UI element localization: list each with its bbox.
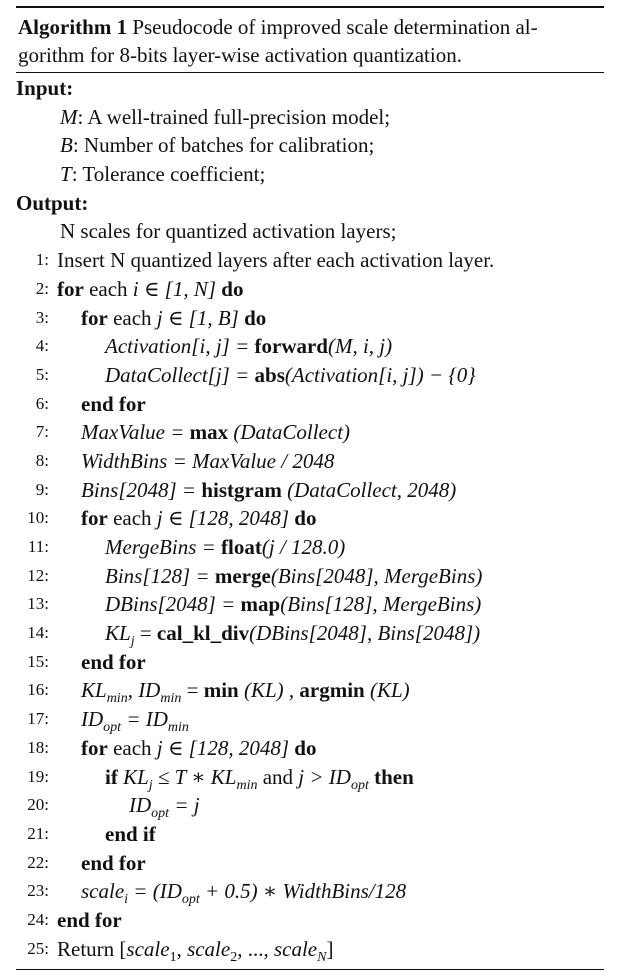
line-number: 4: (35, 336, 49, 356)
step-line: 14: $KL_j$ = cal_kl_div(DBins[2048], Bins[2048]) (16, 619, 604, 648)
step-line: 13: DBins[2048] = map(Bins[128], MergeBins) (16, 590, 604, 619)
output-desc: N scales for quantized activation layers; (60, 219, 397, 244)
output-header: Output: (16, 190, 89, 215)
step-line: 19: if $KL_j \le T$ ∗ $KL_{min}$ and $j > ID_{opt}$ then (16, 763, 604, 792)
step-line: 1: Insert N quantized layers after each activation layer. (16, 246, 604, 275)
algorithm-block (16, 6, 604, 970)
step-line: 12: Bins[128] = merge(Bins[2048], MergeBins) (16, 562, 604, 591)
step-line: 18: for each j ∈ [128, 2048] do (16, 734, 604, 763)
input-header: Input: (16, 76, 74, 100)
line-number: 12: (27, 565, 49, 585)
caption-text-line2: gorithm for 8-bits layer-wise activation quantization. (18, 43, 462, 67)
line-number: 24: (27, 909, 49, 929)
step-line: 17: $ID_{opt} = ID_{min}$ (16, 705, 604, 734)
line-number: 6: (35, 393, 49, 413)
line-number: 17: (27, 709, 49, 729)
caption-text-line1: Pseudocode of improved scale determination al- (132, 15, 538, 39)
line-number: 11: (27, 537, 49, 556)
step-line: 23: scale$_i$ = $(ID_{opt} + 0.5)$ ∗ WidthBins/128 (16, 877, 604, 906)
algorithm-body (16, 73, 604, 963)
line-number: 8: (35, 450, 49, 470)
step-line: 22: end for (16, 849, 604, 878)
step-line: 11: MergeBins = float(j / 128.0) (16, 533, 604, 562)
line-number: 16: (27, 680, 49, 700)
line-number: 3: (35, 307, 49, 327)
algorithm-caption (16, 8, 604, 72)
step-line: 25: Return [scale$_1$, scale$_2$, ..., scale$_N$] (16, 935, 604, 964)
step-line: 6: end for (16, 390, 604, 419)
step-line: 2: for each i ∈ [1, N] do (16, 275, 604, 304)
step-line: 9: Bins[2048] = histgram (DataCollect, 2048) (16, 476, 604, 505)
line-number: 13: (27, 594, 49, 614)
bottom-rule (16, 969, 604, 970)
step-line: 21: end if (16, 820, 604, 849)
line-number: 10: (27, 508, 49, 528)
line-number: 18: (27, 737, 49, 757)
line-number: 1: (35, 250, 49, 270)
step-line: 8: WidthBins = MaxValue / 2048 (16, 447, 604, 476)
line-number: 19: (27, 766, 49, 786)
line-number: 5: (35, 364, 49, 384)
step-line: 24: end for (16, 906, 604, 935)
step-line: 3: for each j ∈ [1, B] do (16, 304, 604, 333)
algorithm-label: Algorithm 1 (18, 15, 128, 39)
step-line: 5: DataCollect[j] = abs(Activation[i, j]) − {0} (16, 361, 604, 390)
line-number: 21: (27, 823, 49, 843)
line-number: 2: (35, 278, 49, 298)
line-number: 23: (27, 881, 49, 901)
line-number: 14: (27, 623, 49, 643)
line-number: 9: (35, 479, 49, 499)
input-item: M: A well-trained full-precision model; (60, 104, 391, 129)
line-number: 15: (27, 651, 49, 671)
step-line: 20: $ID_{opt} = j$ (16, 791, 604, 820)
input-item: T: Tolerance coefficient; (60, 162, 266, 187)
input-item: B: Number of batches for calibration; (60, 133, 375, 158)
line-number: 7: (35, 422, 49, 442)
line-number: 22: (27, 852, 49, 872)
line-number: 20: (27, 795, 49, 815)
step-line: 4: Activation[i, j] = forward(M, i, j) (16, 332, 604, 361)
step-line: 16: $KL_{min}$, $ID_{min} = \min (KL)$ , argmin (KL) (16, 676, 604, 705)
step-line: 7: MaxValue = max (DataCollect) (16, 418, 604, 447)
line-number: 25: (27, 938, 49, 958)
step-line: 15: end for (16, 648, 604, 677)
step-line: 10: for each j ∈ [128, 2048] do (16, 504, 604, 533)
